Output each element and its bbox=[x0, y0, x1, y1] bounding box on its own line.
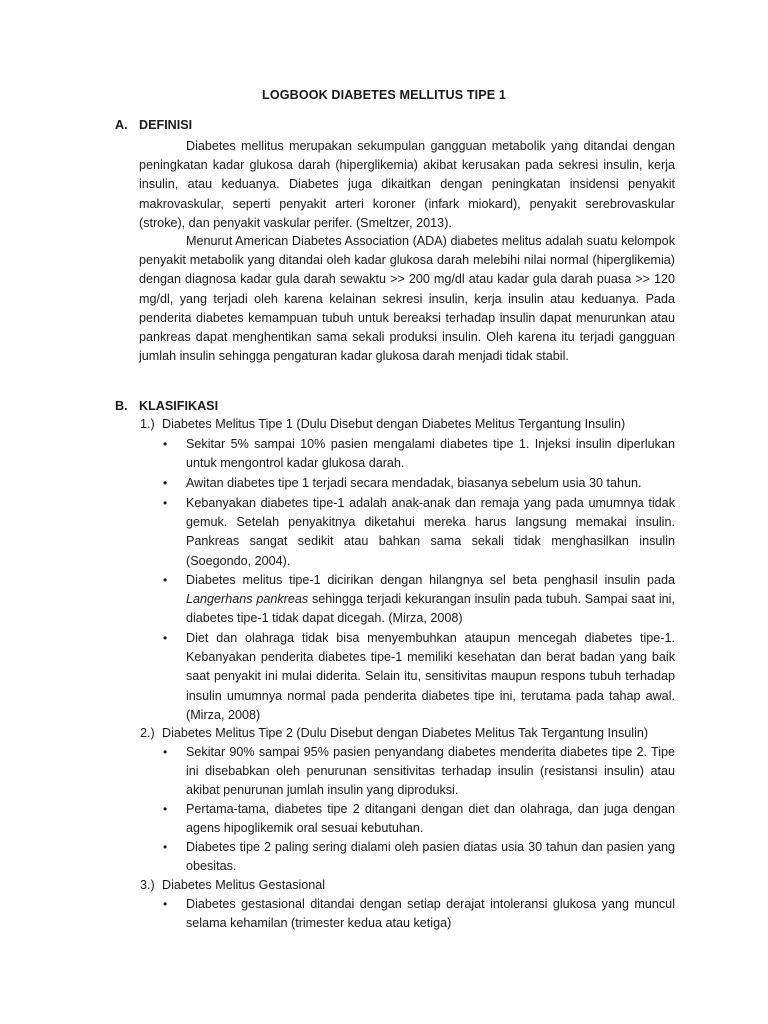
bullet-item: • Diabetes gestasional ditandai dengan setiap derajat intoleransi glukosa yang muncul selama kehamilan (trimester kedua atau ketiga) bbox=[163, 897, 675, 931]
classification-item-gestational bbox=[140, 876, 680, 895]
definition-paragraph-1: Diabetes mellitus merupakan sekumpulan gangguan metabolik yang ditandai dengan peningkatan kadar glukosa darah (hiperglikemia) akibat kerusakan pada sekresi insulin, kerja insulin, atau keduanya. Diabetes juga dikaitkan dengan peningkatan insidensi penyakit makrovaskular, seperti penyakit arteri koroner (infark miokard), penyakit serebrovaskular (stroke), dan penyakit vaskular perifer. (Smeltzer, 2013). bbox=[139, 139, 675, 230]
bullet-item: • Diabetes tipe 2 paling sering dialami oleh pasien diatas usia 30 tahun dan pasien yang obesitas. bbox=[163, 840, 675, 874]
bullet-item: • Awitan diabetes tipe 1 terjadi secara mendadak, biasanya sebelum usia 30 tahun. bbox=[163, 474, 675, 493]
bullet-item: • Sekitar 5% sampai 10% pasien mengalami diabetes tipe 1. Injeksi insulin diperlukan untuk mengontrol kadar glukosa darah. bbox=[163, 437, 675, 471]
bullet-icon: • bbox=[163, 573, 168, 587]
bullet-item: • Diabetes melitus tipe-1 dicirikan dengan hilangnya sel beta penghasil insulin pada Langerhans pankreas sehingga terjadi kekurangan insulin pada tubuh. Sampai saat ini, diabetes tipe-1 tidak dapat dicegah. (Mirza, 2008) bbox=[163, 573, 675, 626]
classification-item-type-1 bbox=[140, 415, 680, 434]
section-title: KLASIFIKASI bbox=[139, 399, 219, 413]
bullet-icon: • bbox=[163, 496, 168, 510]
bullet-item: • Pertama-tama, diabetes tipe 2 ditangani dengan diet dan olahraga, dan juga dengan agens hipoglikemik oral sesuai kebutuhan. bbox=[163, 802, 675, 836]
section-b-heading bbox=[115, 399, 218, 413]
section-letter: A. bbox=[115, 118, 128, 132]
item-label: Diabetes Melitus Tipe 1 (Dulu Disebut dengan Diabetes Melitus Tergantung Insulin) bbox=[162, 417, 626, 431]
item-label: Diabetes Melitus Gestasional bbox=[162, 878, 326, 892]
classification-item-type-2 bbox=[140, 724, 680, 743]
bullet-item: • Kebanyakan diabetes tipe-1 adalah anak-anak dan remaja yang pada umumnya tidak gemuk. Setelah penyakitnya diketahui mereka harus langsung memakai insulin. Pankreas sangat sedikit atau bahkan sama sekali tidak menghasilkan insulin (Soegondo, 2004). bbox=[163, 496, 675, 568]
section-letter: B. bbox=[115, 399, 128, 413]
bullet-icon: • bbox=[163, 745, 168, 759]
item-number: 3.) bbox=[140, 878, 155, 892]
bullet-icon: • bbox=[163, 437, 168, 451]
bullet-icon: • bbox=[163, 802, 168, 816]
bullet-icon: • bbox=[163, 476, 168, 490]
bullet-icon: • bbox=[163, 897, 168, 911]
document-title: LOGBOOK DIABETES MELLITUS TIPE 1 bbox=[262, 88, 506, 102]
section-a-heading bbox=[115, 118, 192, 132]
italic-term: Langerhans pankreas bbox=[186, 592, 309, 607]
definition-paragraph-2: Menurut American Diabetes Association (ADA) diabetes melitus adalah suatu kelompok penyakit metabolik yang ditandai oleh kadar glukosa darah melebihi nilai normal (hiperglikemia) dengan diagnosa kadar gula darah sewaktu >> 200 mg/dl atau kadar gula darah puasa >> 120 mg/dl, yang terjadi oleh karena kelainan sekresi insulin, kerja insulin atau keduanya. Pada penderita diabetes kemampuan tubuh untuk bereaksi terhadap insulin dapat menurunkan atau pankreas dapat menghentikan sama sekali produksi insulin. Oleh karena itu terjadi gangguan jumlah insulin sehingga pengaturan kadar glukosa darah menjadi tidak stabil. bbox=[139, 234, 675, 364]
item-number: 1.) bbox=[140, 417, 155, 431]
item-number: 2.) bbox=[140, 726, 155, 740]
section-title: DEFINISI bbox=[139, 118, 193, 132]
item-label: Diabetes Melitus Tipe 2 (Dulu Disebut dengan Diabetes Melitus Tak Tergantung Insulin) bbox=[162, 726, 649, 740]
bullet-icon: • bbox=[163, 840, 168, 854]
bullet-item: • Sekitar 90% sampai 95% pasien penyandang diabetes menderita diabetes tipe 2. Tipe ini disebabkan oleh penurunan sensitivitas terhadap insulin (resistansi insulin) atau akibat penurunan jumlah insulin yang diproduksi. bbox=[163, 745, 675, 798]
bullet-icon: • bbox=[163, 631, 168, 645]
bullet-item: • Diet dan olahraga tidak bisa menyembuhkan ataupun mencegah diabetes tipe-1. Kebanyakan penderita diabetes tipe-1 memiliki kesehatan dan berat badan yang baik saat penyakit ini mulai diderita. Selain itu, sensitivitas maupun respons tubuh terhadap insulin umumnya normal pada penderita diabetes tipe ini, terutama pada tahap awal. (Mirza, 2008) bbox=[163, 631, 675, 722]
